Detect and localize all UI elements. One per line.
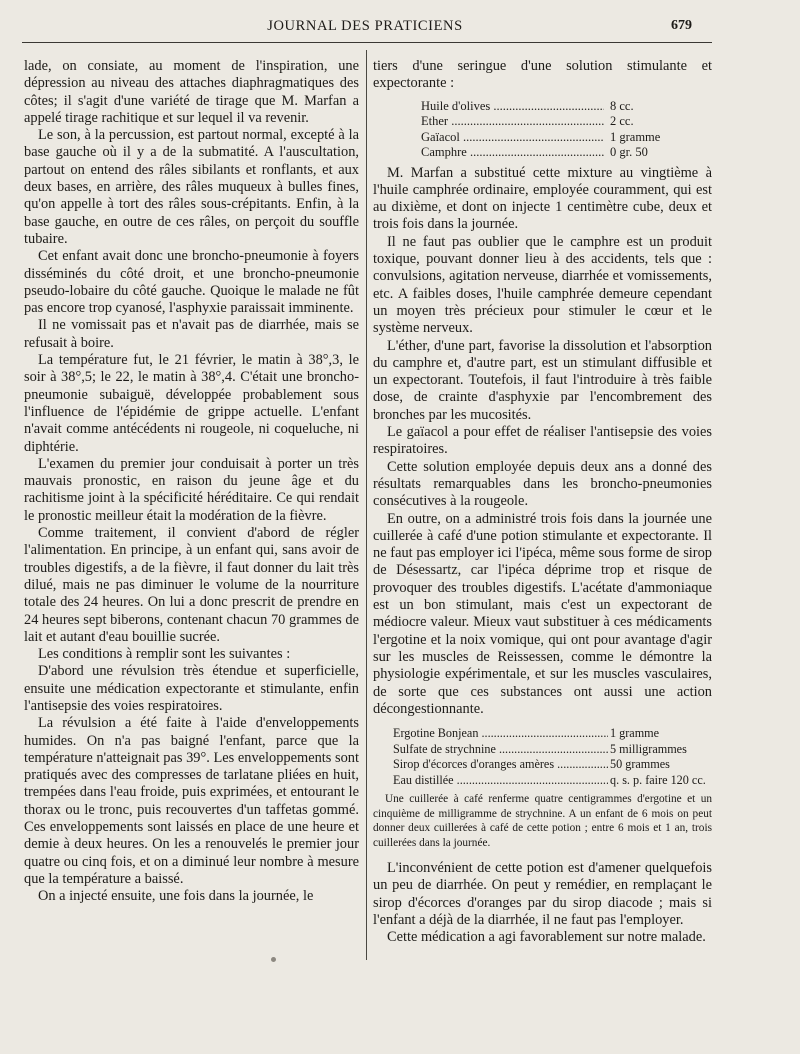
ingredient-qty: 1 gramme (610, 726, 660, 741)
ingredient-name: Sirop d'écorces d'oranges amères ..... (393, 757, 608, 773)
paragraph: L'éther, d'une part, favorise la dissolution et l'absorption du camphre et, d'autre part, est un stimulant diffusible et un expectorant. Toutefois, il faut l'introduire à très faible dose, de crainte d'asphyxie par l'encombrement des bronches par les mucosités. (373, 337, 712, 423)
paragraph: L'inconvénient de cette potion est d'amener quelquefois un peu de diarrhée. On peut y remédier, en remplaçant le sirop d'écorces d'oranges par du sirop diacode ; mais si l'enfant a déjà de la diarrhée, il ne faut pas l'employer. (373, 860, 712, 928)
paragraph: Le gaïacol a pour effet de réaliser l'antisepsie des voies respiratoires. (373, 424, 712, 458)
ingredient-name: Ergotine Bonjean ..... (393, 726, 608, 742)
paragraph: Cet enfant avait donc une broncho-pneumonie à foyers disséminés du côté droit, et une broncho-pneumonie pseudo-lobaire du côté gauche. Quoique le malade ne fût pas encore trop cyanosé, l'asphyxie paraissait imminente. (24, 248, 359, 317)
paragraph: La révulsion a été faite à l'aide d'enveloppements humides. On n'a pas baigné l'enfant, parce que la température n'atteignait pas 39°. Les enveloppements sont pratiqués avec des compresses de tarlatane pliées en huit, trempées dans l'eau froide, puis exprimées, et entourant le thorax ou le tronc, puis recouvertes d'un taffetas gommé. Ces enveloppements sont laissés en place de une heure et demie à deux heures. On les a renouvelés le premier jour quatre ou cinq fois, et on a diminué leur nombre à mesure que la température a baissé. (24, 715, 359, 887)
ingredient-name: Eau distillée ..... (393, 773, 608, 789)
formula-row (393, 773, 712, 789)
formula-potion (393, 726, 712, 788)
formula-stimulant (421, 99, 712, 161)
paragraph: L'examen du premier jour conduisait à porter un très mauvais pronostic, en raison du jeune âge et du rachitisme joint à la spécificité héréditaire. Ce qui rendait le pronostic meilleur était la modération de la fièvre. (24, 455, 359, 524)
paragraph: En outre, on a administré trois fois dans la journée une cuillerée à café d'une potion stimulante et expectorante. Il ne faut pas employer ici l'ipéca, même sous forme de sirop de Désessartz, car l'ipéca déprime trop et risque de provoquer des troubles digestifs. L'acétate d'ammoniaque est un bon stimulant, mais c'est un expectorant de médiocre valeur. Mieux vaut substituer à ces médicaments l'ergotine et la noix vomique, qui ont pour avantage d'agir sur les muscles de Reissessen, comme le démontre la physiologie expérimentale, et sur les muscles vasculaires, de sorte que ces substances ont aussi une action décongestionnante. (373, 510, 712, 717)
formula-row (421, 114, 712, 130)
paragraph: M. Marfan a substitué cette mixture au vingtième à l'huile camphrée ordinaire, employée couramment, qui est au dixième, et dont on injecte 1 centimètre cube, deux et trois fois dans la journée. (373, 164, 712, 233)
paragraph: Le son, à la percussion, est partout normal, excepté à la base gauche où il y a de la submatité. A l'auscultation, partout on entend des râles sibilants et ronflants, et aux deux bases, en arrière, des râles muqueux à bulles fines, qu'on appelle à tort des râles sous-crépitants. Enfin, à la base gauche, en outre de ces râles, on perçoit du souffle tubaire. (24, 127, 359, 247)
ingredient-qty: 0 gr. 50 (610, 145, 648, 160)
paragraph: Comme traitement, il convient d'abord de régler l'alimentation. En principe, à un enfant qui, sans avoir de troubles digestifs, a de la fièvre, il faut donner du lait très dilué, mais ne pas diminuer le volume de la nourriture totale des 24 heures. On lui a donc prescrit de prendre en 24 heures sept biberons, contenant chacun 70 grammes de lait et autant d'eau bouillie sucrée. (24, 525, 359, 645)
ingredient-name: Gaïacol ..... (421, 130, 604, 146)
ingredient-qty: 1 gramme (610, 129, 661, 144)
paragraph: Il ne faut pas oublier que le camphre est un produit toxique, pouvant donner lieu à des accidents, tels que : convulsions, agitation nerveuse, diarrhée et vomissements, etc. A faibles doses, l'huile camphrée demeure cependant un moyen très précieux pour stimuler le cœur et le système nerveux. (373, 233, 712, 337)
ingredient-qty: 2 cc. (610, 114, 634, 129)
ingredient-qty: 5 milligrammes (610, 741, 687, 756)
ingredient-qty: 50 grammes (610, 757, 670, 772)
paragraph: Il ne vomissait pas et n'avait pas de diarrhée, mais se refusait à boire. (24, 317, 359, 351)
left-column (24, 58, 359, 906)
formula-row (421, 145, 712, 161)
paragraph: Cette solution employée depuis deux ans a donné des résultats remarquables dans les broncho-pneumonies consécutives à la rougeole. (373, 458, 712, 510)
right-column (373, 58, 712, 947)
header-rule (22, 42, 712, 43)
ink-spot (271, 957, 276, 962)
formula-row (393, 757, 712, 773)
paragraph: Cette médication a agi favorablement sur notre malade. (387, 929, 706, 946)
ingredient-name: Sulfate de strychnine ..... (393, 742, 608, 758)
paragraph: On a injecté ensuite, une fois dans la journée, le (38, 888, 314, 905)
paragraph: lade, on consiate, au moment de l'inspiration, une dépression au niveau des attaches diaphragmatiques des côtes; il s'agit d'une variété de tirage que M. Marfan a appelé tirage rachitique et sur lequel il va revenir. (24, 58, 359, 126)
formula-note: Une cuillerée à café renferme quatre centigrammes d'ergotine et un cinquième de milligramme de strychnine. A un enfant de 6 mois on peut donner deux cuillerées à café de cette potion ; entre 6 mois et 1 an, trois cuillerées dans la journée. (373, 793, 712, 849)
ingredient-name: Camphre ..... (421, 145, 604, 161)
ingredient-name: Ether ..... (421, 114, 604, 130)
formula-row (421, 99, 712, 115)
paragraph: La température fut, le 21 février, le matin à 38°,3, le soir à 38°,5; le 22, le matin à 38°,4. C'était une broncho-pneumonie subaiguë, développée probablement sous l'influence de l'épidémie de grippe actuelle. L'enfant n'avait comme antécédents ni rougeole, ni coqueluche, ni diphtérie. (24, 352, 359, 455)
paragraph: tiers d'une seringue d'une solution stimulante et expectorante : (373, 58, 712, 92)
ingredient-name: Huile d'olives ..... (421, 99, 604, 115)
journal-title: JOURNAL DES PRATICIENS (267, 18, 463, 34)
formula-row (421, 130, 712, 146)
ingredient-qty: 8 cc. (610, 98, 634, 113)
formula-row (393, 726, 712, 742)
ingredient-qty: q. s. p. faire 120 cc. (610, 772, 706, 787)
formula-row (393, 742, 712, 758)
paragraph: D'abord une révulsion très étendue et superficielle, ensuite une médication expectorante et stimulante, enfin l'antisepsie des voies respiratoires. (24, 663, 359, 714)
page-number: 679 (671, 18, 692, 33)
column-divider (366, 50, 367, 960)
page-header (0, 18, 800, 38)
paragraph: Les conditions à remplir sont les suivantes : (38, 646, 291, 663)
